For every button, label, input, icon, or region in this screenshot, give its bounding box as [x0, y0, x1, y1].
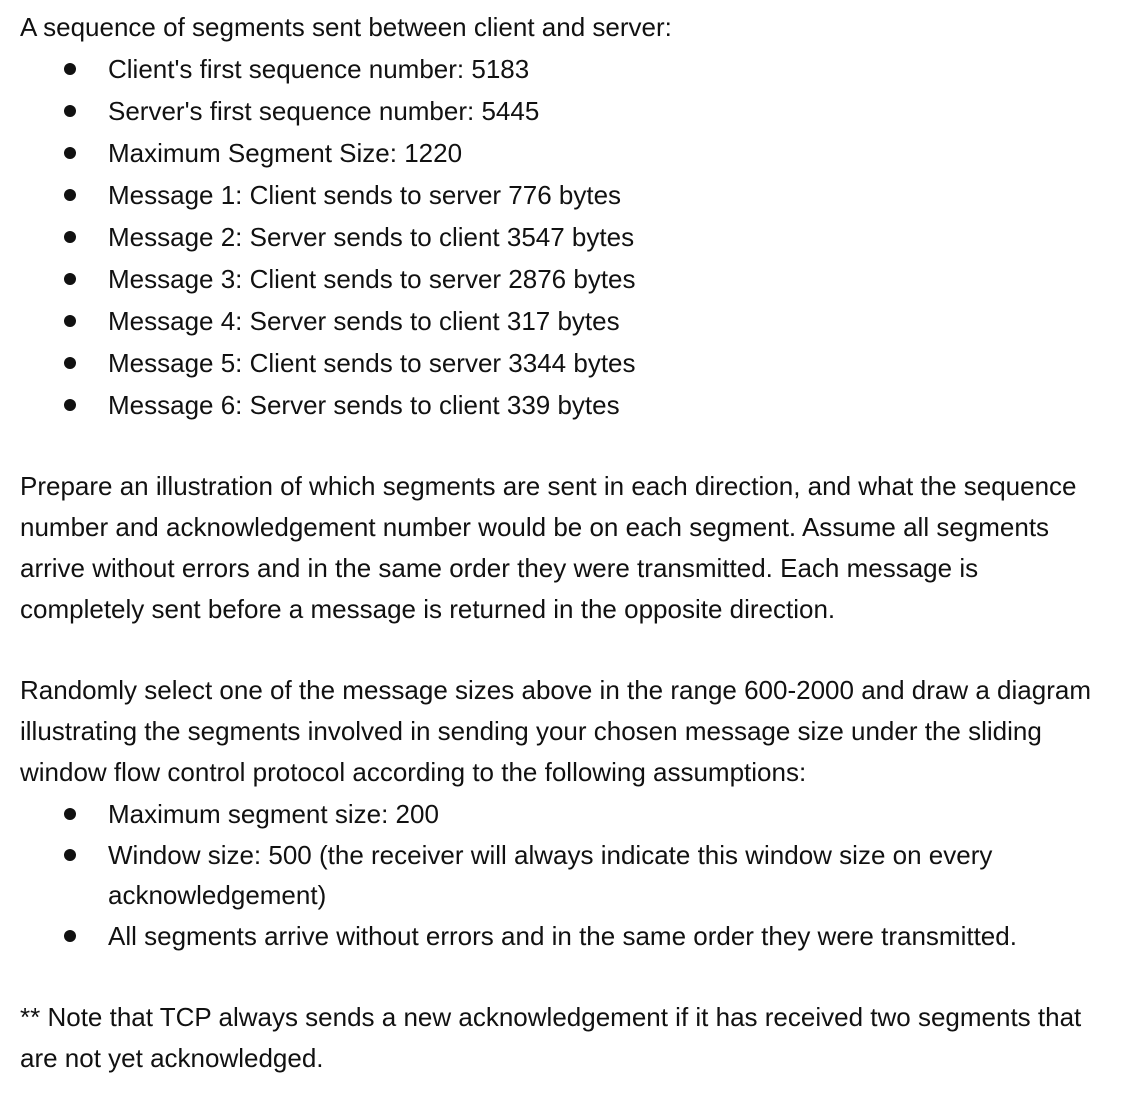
bullet-icon [64, 105, 76, 117]
bullet-icon [64, 357, 76, 369]
list-item: Server's first sequence number: 5445 [20, 90, 1120, 132]
list-item: Message 3: Client sends to server 2876 bytes [20, 258, 1120, 300]
list-item: Message 2: Server sends to client 3547 bytes [20, 216, 1120, 258]
list-item: Maximum segment size: 200 [20, 793, 1120, 835]
bullet-icon [64, 315, 76, 327]
list-item: Message 1: Client sends to server 776 bytes [20, 174, 1120, 216]
bullet-icon [64, 231, 76, 243]
list-item: All segments arrive without errors and in the same order they were transmitted. [20, 915, 1120, 957]
segment-parameters-list [20, 48, 1120, 426]
bullet-icon [64, 63, 76, 75]
bullet-icon [64, 399, 76, 411]
list-item: Message 4: Server sends to client 317 bytes [20, 300, 1120, 342]
list-item: Window size: 500 (the receiver will always indicate this window size on every acknowledgement) [20, 835, 1048, 915]
document-page [20, 6, 1120, 1079]
assumptions-list [20, 793, 1120, 957]
bullet-icon [64, 849, 76, 861]
list-item: Maximum Segment Size: 1220 [20, 132, 1120, 174]
bullet-icon [64, 273, 76, 285]
bullet-icon [64, 147, 76, 159]
intro-text: A sequence of segments sent between client and server: [20, 12, 672, 42]
list-item: Message 5: Client sends to server 3344 bytes [20, 342, 1120, 384]
sliding-window-paragraph: Randomly select one of the message sizes above in the range 600-2000 and draw a diagram illustrating the segments involved in sending your chosen message size under the sliding window flow control protocol according to the following assumptions: [20, 675, 1091, 787]
bullet-icon [64, 930, 76, 942]
bullet-icon [64, 189, 76, 201]
instructions-paragraph: Prepare an illustration of which segments are sent in each direction, and what the sequence number and acknowledgement number would be on each segment. Assume all segments arrive without errors and in the same order they were transmitted. Each message is completely sent before a message is returned in the opposite direction. [20, 471, 1077, 624]
note-paragraph: ** Note that TCP always sends a new acknowledgement if it has received two segments that are not yet acknowledged. [20, 1002, 1082, 1073]
list-item: Client's first sequence number: 5183 [20, 48, 1120, 90]
list-item: Message 6: Server sends to client 339 bytes [20, 384, 1120, 426]
bullet-icon [64, 808, 76, 820]
